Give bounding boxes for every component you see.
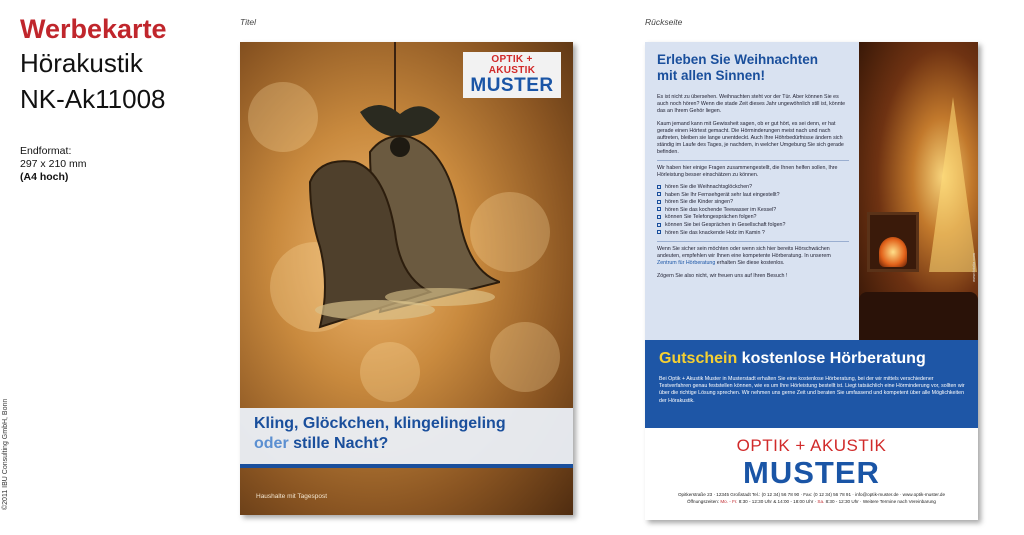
info-product-line: Hörakustik	[20, 48, 143, 78]
back-top-section	[645, 42, 978, 340]
back-brand-top: OPTIK + AKUSTIK	[736, 436, 887, 455]
front-headline-banner	[240, 408, 573, 464]
front-headline-2	[254, 435, 565, 453]
front-blue-stripe	[240, 464, 573, 468]
front-brand-bottom: MUSTER	[470, 75, 554, 96]
front-headline-rest: stille Nacht?	[288, 435, 389, 452]
voucher-band	[645, 340, 978, 428]
voucher-heading-rest: kostenlose Hörberatung	[737, 350, 926, 367]
back-footer	[645, 491, 978, 505]
checkbox-icon	[657, 192, 661, 196]
checklist-item: können Sie bei Gesprächen in Gesellschaft folgen?	[657, 222, 849, 230]
checkbox-icon	[657, 215, 661, 219]
divider	[657, 160, 849, 161]
checkbox-icon	[657, 200, 661, 204]
format-label: Endformat:	[20, 145, 72, 157]
front-footer: Haushalte mit Tagespost	[256, 493, 328, 500]
bokeh-light	[360, 342, 420, 402]
checkbox-icon	[657, 185, 661, 189]
front-headline-accent: oder	[254, 435, 289, 452]
christmas-room-photo	[859, 42, 978, 340]
voucher-heading	[659, 350, 966, 368]
back-brand-bottom: MUSTER	[743, 455, 880, 490]
checkbox-icon	[657, 207, 661, 211]
checkbox-icon	[657, 223, 661, 227]
sofa	[859, 292, 978, 340]
front-headline-1: Kling, Glöckchen, klingelingeling	[254, 415, 506, 432]
front-brand-top: OPTIK + AKUSTIK	[488, 54, 536, 76]
question-checklist	[657, 184, 849, 237]
voucher-heading-accent: Gutschein	[659, 350, 738, 367]
back-text-panel	[645, 42, 859, 340]
checklist-item: hören Sie das knackende Holz im Kamin ?	[657, 230, 849, 238]
christmas-tree	[929, 97, 977, 272]
back-brand-logo	[645, 428, 978, 490]
bokeh-light	[490, 322, 560, 392]
format-orientation: (A4 hoch)	[20, 171, 69, 183]
opening-hours-line: Öffnungszeiten: Mo. - Fr. 8:30 - 12:30 Uhr & 14:00 - 18:00 Uhr · Sa. 8:30 - 12:30 Uhr · Weitere Termine nach Vereinbarung	[686, 499, 936, 504]
back-paragraph-1: Es ist nicht zu übersehen. Weihnachten steht vor der Tür. Aber können Sie es auch noch hören? Wenn die stade Zeit dieses Jahr ungewöhnlich still ist, könnte das an Ihrem Gehör liegen.	[657, 94, 846, 114]
info-product-code: NK-Ak11008	[20, 84, 166, 114]
front-card	[240, 42, 573, 515]
hoerberatung-link: Zentrum für Hörberatung	[657, 260, 716, 267]
divider	[657, 241, 849, 242]
voucher-text: Bei Optik + Akustik Muster in Musterstadt erhalten Sie eine kostenlose Hörberatung, bei der wir mittels verschiedener Testverfahren genau feststellen können, wie es um Ihre Hörleistung bestellt ist. Liegt tatsächlich eine Hörminderung vor, sollten wir über die richtige Lösung sprechen. Wir nehmen uns gerne Zeit und beraten Sie umfassend und kompetent über alle Möglichkeiten der Hörakustik.	[659, 376, 965, 404]
back-paragraph-4: Wenn Sie sicher sein möchten oder wenn sich hier bereits Hörschwächen andeuten, empfehlen wir Ihnen eine kompetente Hörberatung. In unserem Zentrum für Hörberatung erhalten Sie diese kostenlos.	[657, 246, 831, 267]
fire	[879, 237, 907, 267]
back-paragraph-5: Zögern Sie also nicht, wir freuen uns auf Ihren Besuch !	[657, 273, 788, 280]
back-card	[645, 42, 978, 520]
checklist-item: haben Sie Ihr Fernsehgerät sehr laut eingestellt?	[657, 192, 849, 200]
format-size: 297 x 210 mm	[20, 158, 87, 170]
front-brand-logo	[463, 52, 561, 98]
caption-back: Rückseite	[645, 17, 683, 27]
checklist-item: hören Sie die Kinder singen?	[657, 199, 849, 207]
info-title: Werbekarte	[20, 14, 167, 44]
format-block	[20, 145, 87, 184]
photo-credit: www.fotolia.com	[971, 253, 976, 282]
back-headline-2: mit allen Sinnen!	[657, 68, 766, 83]
checkbox-icon	[657, 230, 661, 234]
checklist-item: können Sie Telefongesprächen folgen?	[657, 214, 849, 222]
back-paragraph-3: Wir haben hier einige Fragen zusammengestellt, die Ihnen helfen sollen, Ihre Hörleistung besser einschätzen zu können.	[657, 165, 838, 178]
checklist-item: hören Sie das kochende Teewasser im Kessel?	[657, 207, 849, 215]
back-paragraph-2: Kaum jemand kann mit Gewissheit sagen, ob er gut hört, es sei denn, er hat gerade einen Hörtest gemacht. Die Hörminderungen meist nach und nach auftreten, bleiben sie lange unentdeckt. Auch Ihre Höhrbedürfnisse ändern sich ständig im Laufe des Tages, je nachdem, in welcher Umgebung Sie sich gerade befinden.	[657, 121, 844, 155]
copyright-note: ©2011 IBU Consulting GmbH, Bonn	[2, 398, 9, 510]
back-headline-1: Erleben Sie Weihnachten	[657, 52, 819, 67]
checklist-item: hören Sie die Weihnachtsglöckchen?	[657, 184, 849, 192]
caption-front: Titel	[240, 17, 256, 27]
contact-line: Opitkerstraße 23 · 12345 Großstadt Tel.: (0 12 34) 56 78 90 · Fax: (0 12 34) 56 78 91 · info@optik-muster.de · www.optik-muster.de	[677, 492, 946, 497]
